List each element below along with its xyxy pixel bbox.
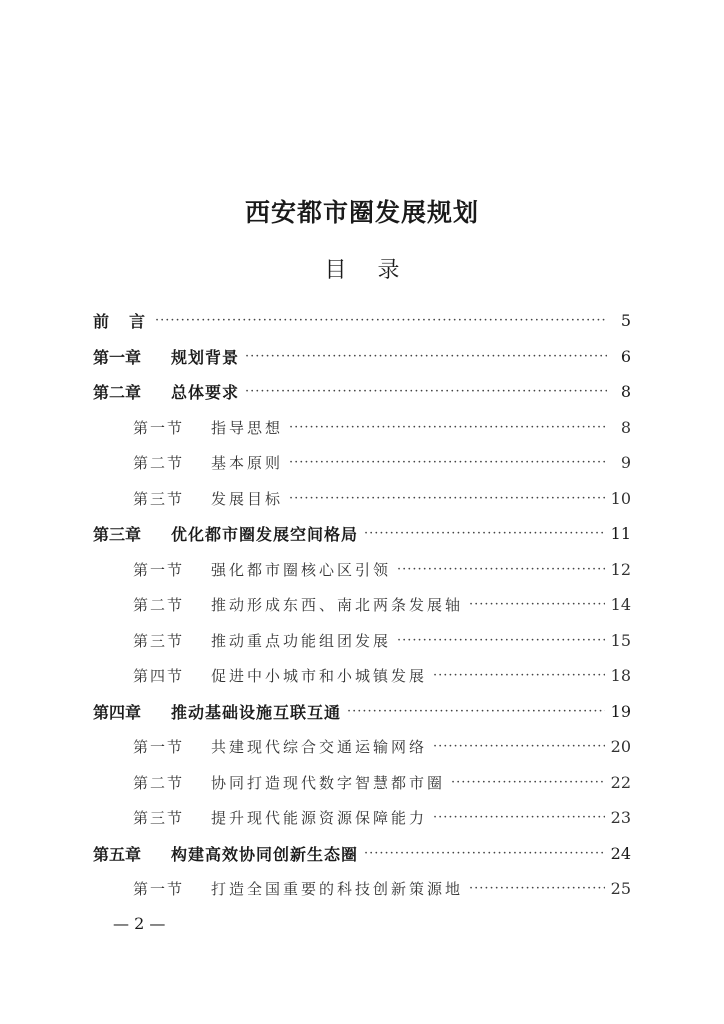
toc-entry-label: 第一节 — [133, 560, 185, 579]
toc-entry[interactable] — [93, 303, 631, 339]
toc-entry-page: 25 — [610, 879, 631, 899]
toc-entry-text: 总体要求 — [171, 383, 240, 403]
toc-entry-page: 22 — [610, 772, 631, 792]
toc-entry-page: 6 — [620, 346, 631, 366]
toc-entry-label: 第四节 — [133, 667, 185, 686]
toc-entry-page: 11 — [610, 524, 631, 544]
toc-entry-text: 发展目标 — [211, 489, 284, 508]
toc-entry-label: 第二节 — [133, 454, 185, 473]
toc-entry[interactable] — [93, 516, 631, 552]
toc-entry-page: 23 — [610, 808, 631, 828]
toc-leader-dots — [469, 881, 605, 896]
toc-leader-dots — [433, 739, 605, 754]
toc-entry-label: 第三节 — [133, 631, 185, 650]
toc-leader-dots — [289, 491, 605, 506]
toc-entry-text: 规划背景 — [171, 347, 240, 367]
toc-entry[interactable] — [93, 481, 631, 517]
toc-entry-label: 第五章 — [93, 844, 142, 864]
toc-entry-text: 构建高效协同创新生态圈 — [171, 844, 359, 864]
toc-entry-text: 打造全国重要的科技创新策源地 — [211, 880, 464, 899]
toc-leader-dots — [397, 633, 605, 648]
toc-entry-page: 20 — [610, 737, 631, 757]
toc-entry-text: 促进中小城市和小城镇发展 — [211, 667, 428, 686]
toc-entry-text: 强化都市圈核心区引领 — [211, 560, 392, 579]
toc-entry[interactable] — [93, 587, 631, 623]
toc-entry-label: 第二章 — [93, 383, 142, 403]
toc-entry-text: 指导思想 — [211, 418, 284, 437]
toc-entry-text: 推动基础设施互联互通 — [171, 702, 342, 722]
toc-entry[interactable] — [93, 552, 631, 588]
toc-entry[interactable] — [93, 694, 631, 730]
toc-leader-dots — [347, 704, 605, 719]
toc-entry-label: 第一节 — [133, 418, 185, 437]
toc-entry-text: 推动形成东西、南北两条发展轴 — [211, 596, 464, 615]
toc-heading-char: 目 — [324, 258, 347, 283]
document-title: 西安都市圈发展规划 — [244, 198, 479, 227]
toc-entry-label: 前言 — [93, 312, 166, 332]
toc-entry-label: 第三章 — [93, 525, 142, 545]
toc-entry-text: 优化都市圈发展空间格局 — [171, 525, 359, 545]
toc-entry-text: 共建现代综合交通运输网络 — [211, 738, 428, 757]
toc-entry[interactable] — [93, 765, 631, 801]
toc-entry-page: 24 — [610, 843, 631, 863]
toc-leader-dots — [451, 775, 605, 790]
toc-heading — [0, 253, 724, 284]
toc-entry[interactable] — [93, 800, 631, 836]
toc-entry-page: 19 — [610, 701, 631, 721]
toc-entry-label: 第二节 — [133, 773, 185, 792]
toc-entry-page: 18 — [610, 666, 631, 686]
toc-entry-label: 第四章 — [93, 702, 142, 722]
toc-entry-text: 推动重点功能组团发展 — [211, 631, 392, 650]
toc-entry-label: 第三节 — [133, 489, 185, 508]
toc-entry-text: 基本原则 — [211, 454, 284, 473]
toc-entry-label: 第一节 — [133, 738, 185, 757]
toc-entry-label: 第一节 — [133, 880, 185, 899]
toc-entry-page: 8 — [620, 417, 631, 437]
toc-entry[interactable] — [93, 339, 631, 375]
footer-page-number: — 2 — — [113, 914, 166, 933]
toc-leader-dots — [155, 313, 607, 328]
toc-leader-dots — [364, 526, 605, 541]
toc-entry-page: 15 — [610, 630, 631, 650]
toc-entry[interactable] — [93, 445, 631, 481]
toc-entry-label: 第三节 — [133, 809, 185, 828]
toc-entry-page: 8 — [620, 382, 631, 402]
table-of-contents — [93, 303, 631, 907]
toc-entry[interactable] — [93, 623, 631, 659]
toc-entry-page: 12 — [610, 559, 631, 579]
toc-entry-text: 协同打造现代数字智慧都市圈 — [211, 773, 446, 792]
toc-leader-dots — [433, 810, 605, 825]
toc-entry-label: 第一章 — [93, 347, 142, 367]
toc-entry[interactable] — [93, 729, 631, 765]
toc-entry[interactable] — [93, 374, 631, 410]
toc-entry-page: 10 — [610, 488, 631, 508]
toc-leader-dots — [245, 384, 607, 399]
toc-leader-dots — [397, 562, 605, 577]
toc-leader-dots — [289, 455, 607, 470]
toc-entry[interactable] — [93, 658, 631, 694]
toc-leader-dots — [364, 846, 605, 861]
toc-heading-char: 录 — [377, 258, 400, 283]
toc-entry-text: 提升现代能源资源保障能力 — [211, 809, 428, 828]
toc-entry[interactable] — [93, 836, 631, 872]
toc-entry-page: 9 — [620, 453, 631, 473]
toc-leader-dots — [289, 420, 607, 435]
toc-entry[interactable] — [93, 871, 631, 907]
toc-leader-dots — [245, 349, 607, 364]
toc-entry-label: 第二节 — [133, 596, 185, 615]
toc-entry[interactable] — [93, 410, 631, 446]
toc-entry-page: 5 — [620, 311, 631, 331]
toc-leader-dots — [469, 597, 605, 612]
toc-leader-dots — [433, 668, 605, 683]
toc-entry-page: 14 — [610, 595, 631, 615]
